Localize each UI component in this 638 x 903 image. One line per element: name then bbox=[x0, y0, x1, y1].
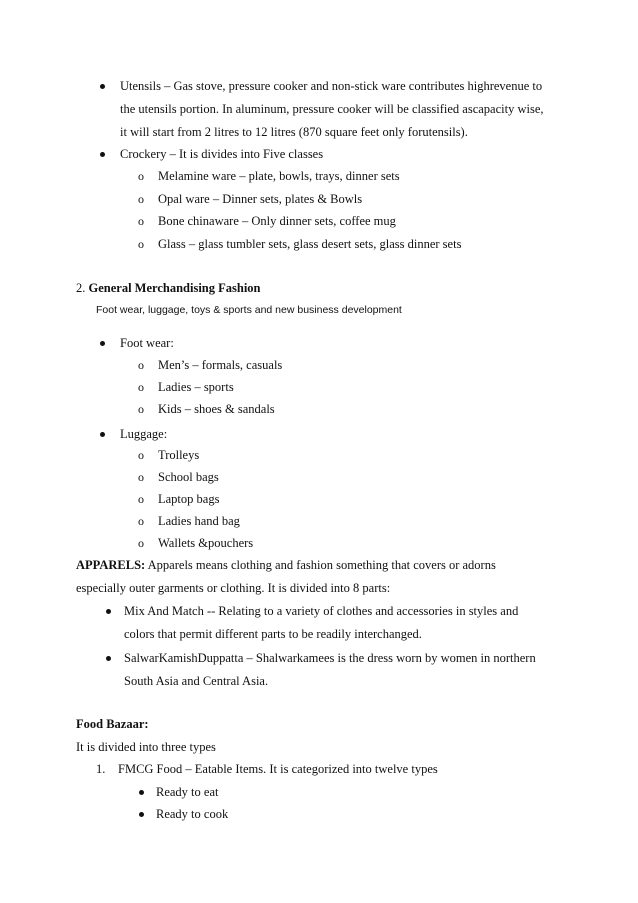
open-bullet-icon: o bbox=[138, 380, 144, 394]
food-intro: It is divided into three types bbox=[76, 740, 216, 754]
food-heading: Food Bazaar: bbox=[76, 717, 149, 731]
open-bullet-icon: o bbox=[138, 514, 144, 528]
open-bullet-icon: o bbox=[138, 448, 144, 462]
bullet-icon bbox=[106, 656, 111, 661]
footwear-item: Kids – shoes & sandals bbox=[158, 402, 275, 416]
luggage-title: Luggage: bbox=[120, 427, 168, 441]
open-bullet-icon: o bbox=[138, 214, 144, 228]
apparels-bullet2-line1: SalwarKamishDuppatta – Shalwarkamees is the dress worn by women in northern bbox=[124, 651, 536, 665]
footwear-item: Ladies – sports bbox=[158, 380, 234, 394]
apparels-label: APPARELS: bbox=[76, 558, 146, 572]
bullet-icon bbox=[139, 812, 144, 817]
utensils-line-2: the utensils portion. In aluminum, pressure cooker will be classified ascapacity wise, bbox=[120, 102, 544, 116]
bullet-icon bbox=[100, 432, 105, 437]
food-item-text: FMCG Food – Eatable Items. It is categorized into twelve types bbox=[118, 762, 438, 776]
crockery-item: Melamine ware – plate, bowls, trays, dinner sets bbox=[158, 169, 400, 183]
bullet-icon bbox=[100, 341, 105, 346]
bullet-icon bbox=[106, 609, 111, 614]
open-bullet-icon: o bbox=[138, 237, 144, 251]
crockery-title: Crockery – It is divides into Five classes bbox=[120, 147, 324, 161]
open-bullet-icon: o bbox=[138, 192, 144, 206]
luggage-item: Trolleys bbox=[158, 448, 200, 462]
bullet-icon bbox=[100, 152, 105, 157]
apparels-text: Apparels means clothing and fashion something that covers or adorns bbox=[145, 558, 496, 572]
apparels-bullet1-line2: colors that permit different parts to be readily interchanged. bbox=[124, 627, 422, 641]
open-bullet-icon: o bbox=[138, 169, 144, 183]
open-bullet-icon: o bbox=[138, 358, 144, 372]
section-number: 2. bbox=[76, 281, 86, 295]
food-subitem: Ready to eat bbox=[156, 785, 219, 799]
open-bullet-icon: o bbox=[138, 492, 144, 506]
apparels-bullet2-line2: South Asia and Central Asia. bbox=[124, 674, 269, 688]
luggage-item: Laptop bags bbox=[158, 492, 220, 506]
apparels-bullet1-line1: Mix And Match -- Relating to a variety of clothes and accessories in styles and bbox=[124, 604, 519, 618]
apparels-line-2: especially outer garments or clothing. It is divided into 8 parts: bbox=[76, 581, 391, 595]
crockery-item: Glass – glass tumbler sets, glass desert sets, glass dinner sets bbox=[158, 237, 462, 251]
utensils-line-1: Utensils – Gas stove, pressure cooker and non-stick ware contributes highrevenue to bbox=[120, 79, 543, 93]
crockery-item: Opal ware – Dinner sets, plates & Bowls bbox=[158, 192, 363, 206]
open-bullet-icon: o bbox=[138, 470, 144, 484]
luggage-item: School bags bbox=[158, 470, 219, 484]
luggage-item: Ladies hand bag bbox=[158, 514, 240, 528]
food-subitem: Ready to cook bbox=[156, 807, 229, 821]
section-heading bbox=[76, 280, 261, 296]
section-subtitle: Foot wear, luggage, toys & sports and new business development bbox=[96, 304, 402, 316]
footwear-title: Foot wear: bbox=[120, 336, 174, 350]
open-bullet-icon: o bbox=[138, 536, 144, 550]
section-title: General Merchandising Fashion bbox=[88, 281, 261, 295]
bullet-icon bbox=[139, 790, 144, 795]
utensils-line-3: it will start from 2 litres to 12 litres (870 square feet only forutensils). bbox=[120, 125, 468, 139]
crockery-item: Bone chinaware – Only dinner sets, coffee mug bbox=[158, 214, 396, 228]
food-item-number: 1. bbox=[96, 762, 106, 776]
open-bullet-icon: o bbox=[138, 402, 144, 416]
bullet-icon bbox=[100, 84, 105, 89]
footwear-item: Men’s – formals, casuals bbox=[158, 358, 283, 372]
luggage-item: Wallets &pouchers bbox=[158, 536, 254, 550]
apparels-line-1 bbox=[76, 557, 496, 573]
